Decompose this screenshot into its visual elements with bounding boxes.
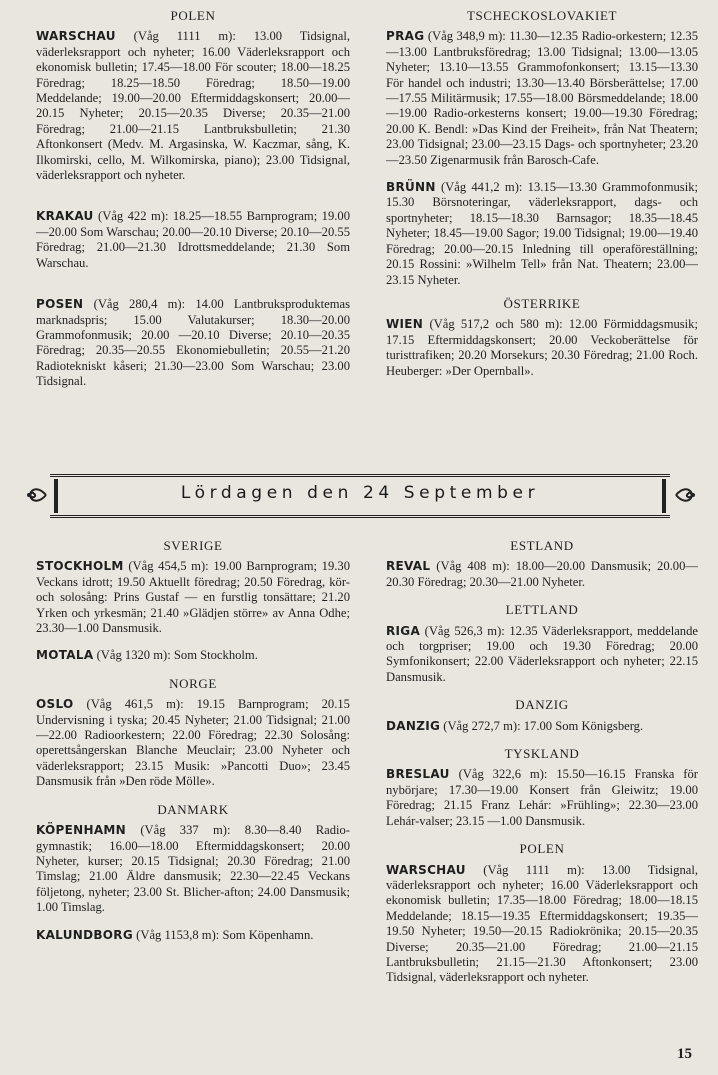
station-wave: (Våg 322,6 m): (458, 767, 548, 782)
country-heading: TSCHECKOSLOVAKIET (466, 8, 618, 23)
station-program: Som Köpenhamn. (222, 927, 314, 942)
station-program: 18.00—20.00 Dansmusik; 20.00—20.30 Föredrag; 20.30—21.00 Nyheter. (386, 559, 698, 589)
station-entry (36, 209, 350, 271)
country-heading: POLEN (519, 841, 565, 857)
station-entry (386, 317, 698, 379)
station-wave: (Våg 1320 m): (96, 648, 171, 663)
station-entry (386, 180, 698, 288)
bottom-left-column (36, 538, 350, 955)
station-entry (36, 823, 350, 915)
station-entry (36, 559, 350, 636)
station-name: POSEN (36, 297, 84, 312)
station-name: DANZIG (386, 718, 441, 733)
station-name: WARSCHAU (36, 29, 116, 44)
country-heading: NORGE (169, 675, 217, 691)
station-program: 19.00 Barnprogram; 19.30 Veckans idrott; 19.50 Aktuellt föredrag; 20.50 Föredrag, kör- och solosång: Prins Gustaf — en furstlig tonsättare; 21.20 Yrken och yrkesmän; 21.40 »Glädjen större» av Anna Odhe; 23.30—1.00 Dansmusik. (36, 559, 350, 636)
station-name: RIGA (386, 623, 421, 638)
station-wave: (Våg 348,9 m): (427, 29, 506, 44)
station-entry (386, 559, 698, 590)
station-program: 13.00 Tidsignal, väderleksrapport och nyheter; 16.00 Väderleksrapport och ekonomisk bulletin; 17.45—18.00 För scouter; 18.00—18.25 Föredrag; 18.25—18.50 Föredrag; 18.50—19.00 Meddelande; 19.00—20.00 Eftermiddagskonsert; 20.00—20.15 Nyheter; 20.15—20.35 Diverse; 20.35—21.00 Föredrag; 21.00—21.15 Lantbruksbulletin; 21.30 Aftonkonsert (Medv. M. Argasinska, W. Kaczmar, sång, K. Ilkomirski, cello, M. Wilkomirska, piano); 23.00 Tidsignal, väderleksrapport och nyheter. (36, 29, 350, 183)
station-entry (36, 297, 350, 389)
station-name: PRAG (386, 29, 425, 44)
station-wave: (Våg 517,2 och 580 m): (429, 317, 563, 332)
station-program: 12.35 Väderleksrapport, meddelande och torgpriser; 19.00 och 19.30 Föredrag; 20.00 Symfonikonsert; 22.00 Väderleksrapport och nyheter; 22.15 Dansmusik. (386, 623, 698, 684)
station-wave: (Våg 1111 m): (483, 862, 585, 877)
page-number: 15 (677, 1046, 692, 1062)
station-entry (36, 648, 350, 663)
station-entry (36, 928, 350, 943)
station-program: Som Stockholm. (173, 648, 258, 663)
station-wave: (Våg 454,5 m): (128, 559, 209, 574)
station-entry (386, 719, 698, 734)
fleuron-right-icon (674, 484, 696, 506)
station-name: WARSCHAU (386, 862, 466, 877)
station-entry (36, 29, 350, 183)
country-heading: TYSKLAND (504, 746, 580, 762)
station-name: KALUNDBORG (36, 927, 133, 942)
station-name: MOTALA (36, 648, 94, 663)
station-program: 19.15 Barnprogram; 20.15 Undervisning i tyska; 20.45 Nyheter; 21.00 Tidsignal; 21.00—22.00 Radioorkestern; 22.00 Föredrag; 22.30 Solosång: operettsångerskan Blanche Meuclair; 23.00 Nyheter och väderleksrapport; 23.15 Musik: »Pancotti Duo»; 23.45 Dansmusik från »Den röde Mölle». (36, 697, 350, 789)
station-name: BRESLAU (386, 767, 450, 782)
station-wave: (Våg 1111 m): (133, 29, 236, 44)
station-wave: (Våg 272,7 m): (443, 718, 521, 733)
station-program: 18.25—18.55 Barnprogram; 19.00—20.00 Som Warschau; 20.00—20.10 Diverse; 20.10—20.55 Föredrag; 21.00—21.30 Idrottsmeddelande; 21.30 Som Warschau. (36, 209, 350, 270)
station-wave: (Våg 441,2 m): (440, 180, 523, 195)
country-heading: DANZIG (515, 697, 569, 713)
station-wave: (Våg 337 m): (140, 823, 231, 838)
station-entry (386, 767, 698, 829)
station-name: WIEN (386, 317, 424, 332)
country-heading: POLEN (170, 8, 216, 23)
station-name: OSLO (36, 697, 74, 712)
station-program: 14.00 Lantbruksproduktemas marknadspris; 15.00 Valutakurser; 18.30—20.00 Grammofonmusik; 20.00 —20.10 Diverse; 20.10—20.35 Föredrag; 20.35—20.55 Ekonomiebulletin; 20.55—21.20 Radiotekniskt kåseri; 21.30—23.00 Som Warschau; 23.00 Tidsignal. (36, 297, 350, 389)
station-name: KRAKAU (36, 209, 94, 224)
station-name: BRÜNN (386, 180, 436, 195)
station-wave: (Våg 1153,8 m): (136, 927, 220, 942)
country-heading: DANMARK (157, 801, 229, 817)
station-program: 17.00 Som Königsberg. (523, 718, 644, 733)
station-name: REVAL (386, 559, 431, 574)
station-entry (36, 697, 350, 789)
station-wave: (Våg 526,3 m): (424, 623, 505, 638)
banner-title: Lördagen den 24 September (180, 483, 540, 503)
station-program: 13.15—13.30 Grammofonmusik; 15.30 Börsnoteringar, väderleksrapport, dags- och sportnyheter; 18.15—18.30 Barnsagor; 18.35—18.45 Nyheter; 18.45—19.00 Sagor; 19.00 Tidsignal; 19.00—19.40 Föredrag; 20.00—20.15 Inledning till operaföreställning; 20.15 Rossini: »Wilhelm Tell» från Nat. Theatern; 23.00—23.15 Nyheter. (386, 180, 698, 287)
station-wave: (Våg 280,4 m): (93, 297, 186, 312)
country-heading: ÖSTERRIKE (503, 295, 581, 311)
station-program: 15.50—16.15 Franska för nybörjare; 17.30—19.00 Konsert från Gleiwitz; 19.00 Föredrag; 21.15 Franz Lehár: »Frühling»; 22.30—23.00 Lehár-valser; 23.15 —1.00 Dansmusik. (386, 767, 698, 828)
station-entry (386, 863, 698, 986)
date-banner (28, 474, 692, 518)
country-heading: LETTLAND (505, 602, 579, 618)
station-program: 11.30—12.35 Radio-orkestern; 12.35—13.00 Lantbruksföredrag; 13.00 Tidsignal; 13.00—13.05 Nyheter; 13.10—13.55 Grammofonkonsert; 13.15—13.30 För handel och industri; 13.30—13.40 Börsberättelse; 17.00—17.55 Militärmusik; 17.55—18.00 Börsmeddelande; 18.00—19.00 Radio-orkesterns konsert; 19.00—19.30 Föredrag; 20.00 K. Bendl: »Das Kind der Freiheit», från Nat Theatern; 23.00 Tidsignal; 23.00—23.15 Dags- och sportnyheter; 23.20—23.50 Zigenarmusik från Barosch-Cafe. (386, 29, 699, 167)
station-name: KÖPENHAMN (36, 823, 127, 838)
station-entry (386, 624, 698, 686)
country-heading: SVERIGE (163, 538, 223, 553)
station-program: 8.30—8.40 Radio-gymnastik; 16.00—18.00 Eftermiddagskonsert; 20.00 Nyheter, kurser; 20.15 Tidsignal; 20.30 Föredrag; 21.00 Timslag; 21.00 Äldre dansmusik; 22.30—22.45 Veckans följetong, nyheter; 23.00 St. Blicher-afton; 24.00 Dansmusik; 1.00 Timslag. (36, 823, 350, 915)
station-program: 13.00 Tidsignal, väderleksrapport och nyheter; 16.00 Väderleksrapport och ekonomisk bulletin; 17.35—18.00 Föredrag; 18.00—18.15 Meddelande; 18.15—19.35 Eftermiddagskonsert; 19.35—19.50 Nyheter; 19.50—20.15 Radiokrönika; 20.15—20.35 Diverse; 20.35—21.00 Föredrag; 21.00—21.15 Lantbruksbulletin; 21.15—21.30 Aftonkonsert; 23.00 Tidsignal, väderleksrapport och nyheter. (386, 862, 698, 985)
station-entry (386, 29, 698, 168)
station-program: 12.00 Förmiddagsmusik; 17.15 Eftermiddagskonsert; 20.00 Veckoberättelse för turisttrafiken; 20.20 Morsekurs; 20.30 Föredrag; 21.00 Roch. Heuberger: »Der Opernball». (386, 317, 698, 378)
station-name: STOCKHOLM (36, 559, 124, 574)
station-wave: (Våg 461,5 m): (86, 697, 184, 712)
station-wave: (Våg 422 m): (98, 209, 169, 224)
top-left-column (36, 8, 350, 402)
top-right-column (386, 8, 698, 391)
country-heading: ESTLAND (510, 538, 574, 553)
station-wave: (Våg 408 m): (436, 559, 510, 574)
bottom-right-column (386, 538, 698, 998)
